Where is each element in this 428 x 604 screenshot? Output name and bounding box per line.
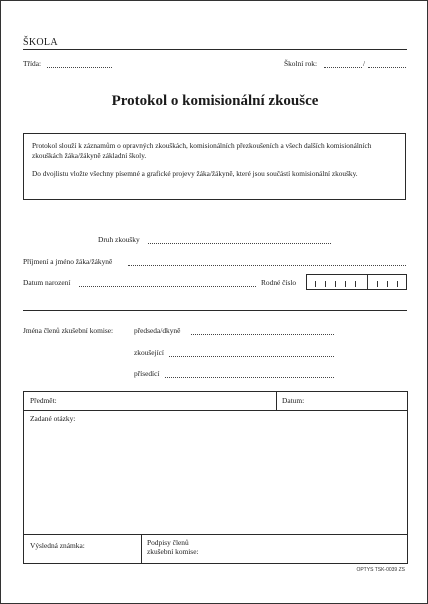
page-title: Protokol o komisionální zkoušce [111,93,319,109]
subject-cell[interactable] [84,393,272,409]
chair-label: předseda/dkyně [134,326,181,335]
digit-divider [325,281,326,287]
instructions-paragraph-1: Protokol slouží k záznamům o opravných zkouškách, komisionálních přezkoušeních a všech dalších komisionálních zkouškách žáka/žákyně základní školy. [32,141,372,160]
birth-number-boxes[interactable] [306,274,407,290]
signatures-label-line2: zkušební komise: [147,547,199,556]
student-name-label: Příjmení a jméno žáka/žákyně [23,257,113,266]
signatures-label [147,538,199,556]
signatures-cell[interactable] [210,536,404,562]
school-name-line[interactable] [23,49,407,50]
birth-number-label: Rodné číslo [261,278,297,287]
birth-number-separator [367,275,368,289]
form-code: OPTYS TSK-0039 ZS [356,567,405,573]
digit-divider [397,281,398,287]
birth-date-label: Datum narození [23,278,71,287]
school-year-end-field[interactable] [368,67,406,68]
table-row-divider [24,410,407,411]
final-grade-label: Výsledná známka: [30,541,85,550]
digit-divider [315,281,316,287]
section-divider [23,310,407,311]
digit-divider [377,281,378,287]
signatures-label-line1: Podpisy členů [147,538,189,547]
date-cell[interactable] [314,393,404,409]
questions-area[interactable] [28,426,403,530]
class-label: Třída: [23,59,42,68]
exam-type-label: Druh zkoušky [98,235,140,244]
questions-label: Zadané otázky: [30,414,76,423]
assessor-field[interactable] [165,377,334,378]
instructions-box [23,133,406,200]
assessor-label: přísedící [134,369,160,378]
examiner-field[interactable] [169,356,334,357]
school-year-label: Školní rok: [284,59,318,68]
digit-divider [335,281,336,287]
table-row-divider [24,534,407,535]
digit-divider [387,281,388,287]
table-col-divider [276,392,277,410]
class-field[interactable] [47,67,112,68]
exam-type-field[interactable] [148,243,331,244]
digit-divider [355,281,356,287]
instructions-paragraph-2: Do dvojlistu vložte všechny písemné a grafické projevy žáka/žákyně, které jsou součástí komisionální zkoušky. [32,169,358,178]
digit-divider [345,281,346,287]
exam-record-table [23,391,408,564]
date-label: Datum: [282,396,305,405]
chair-field[interactable] [191,334,334,335]
examiner-label: zkoušející [134,348,164,357]
school-year-start-field[interactable] [324,67,362,68]
subject-label: Předmět: [30,396,57,405]
student-name-field[interactable] [128,265,406,266]
final-grade-cell[interactable] [94,536,138,562]
table-col-divider [141,534,142,563]
school-label: ŠKOLA [23,37,58,48]
birth-date-field[interactable] [79,286,256,287]
committee-heading: Jména členů zkušební komise: [23,326,114,335]
school-year-separator: / [363,59,366,68]
